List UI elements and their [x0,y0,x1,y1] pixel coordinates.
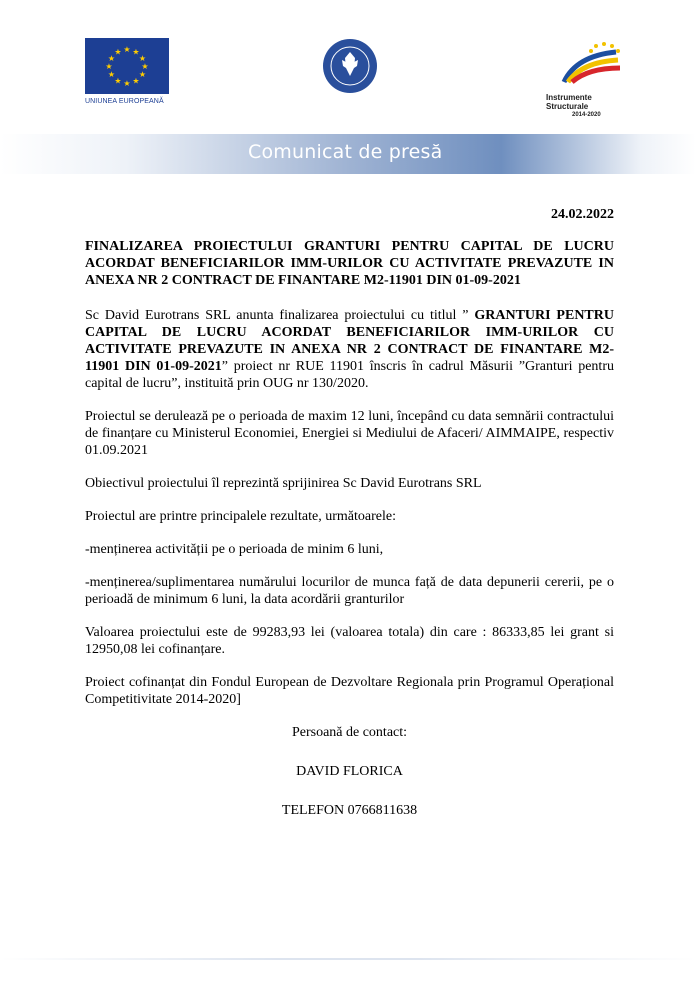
intro-text-before: Sc David Eurotrans SRL anunta finalizarea proiectului cu titlul ” [85,308,475,323]
banner-title: Comunicat de presă [248,141,443,163]
structural-instruments-icon [546,38,636,86]
intro-paragraph [85,307,614,392]
result-item-2: -menținerea/suplimentarea numărului locurilor de munca față de data depunerii cererii, pe o perioadă de minimum 6 luni, la data acordării granturilor [85,575,614,607]
document-date: 24.02.2022 [551,207,614,222]
svg-text:★: ★ [107,70,116,79]
document-body [85,206,614,841]
funding-paragraph: Proiect cofinanțat din Fondul European de Dezvoltare Regionala prin Programul Operațional Competitivitate 2014-2020] [85,675,614,707]
svg-text:★: ★ [132,76,140,86]
contact-name: DAVID FLORICA [296,764,403,779]
structural-instruments-logo [546,38,636,118]
footer-divider [0,958,696,960]
contact-phone: TELEFON 0766811638 [281,803,418,818]
svg-text:★: ★ [138,54,147,63]
svg-text:★: ★ [123,45,131,54]
value-paragraph: Valoarea proiectului este de 99283,93 lei (valoarea totala) din care : 86333,85 lei grant si 12950,08 lei cofinanțare. [85,625,614,657]
document-heading: FINALIZAREA PROIECTULUI GRANTURI PENTRU CAPITAL DE LUCRU ACORDAT BENEFICIARILOR IMM-URILOR CU ACTIVITATE PREVAZUTE IN ANEXA NR 2 CONTRACT DE FINANTARE M2-11901 DIN 01-09-2021 [85,239,614,288]
intro-project-title: GRANTURI PENTRU CAPITAL DE LUCRU ACORDAT BENEFICIARILOR IMM-URILOR CU ACTIVITATE PREVAZUTE IN ANEXA NR 2 CONTRACT DE FINANTARE M2-11901 DIN 01-09-2021 [85,308,614,374]
contact-label: Persoană de contact: [291,725,408,740]
svg-text:★: ★ [105,62,113,71]
press-release-banner [0,134,696,174]
result-item-1: -menținerea activității pe o perioada de minim 6 luni, [85,542,384,557]
government-seal-icon [322,38,378,94]
svg-text:★: ★ [141,62,149,71]
eu-flag-icon [85,38,169,94]
svg-text:★: ★ [132,47,140,57]
results-intro-paragraph: Proiectul are printre principalele rezultate, următoarele: [85,509,396,524]
intro-text-after: ” proiect nr RUE 11901 înscris în cadrul Măsurii ”Granturi pentru capital de lucru”, instituită prin OUG nr 130/2020. [85,359,614,391]
objective-paragraph: Obiectivul proiectului îl reprezintă sprijinirea Sc David Eurotrans SRL [85,476,482,491]
eu-caption: UNIUNEA EUROPEANĂ [85,98,164,105]
eu-logo [85,38,169,105]
svg-text:★: ★ [138,70,147,79]
svg-text:★: ★ [114,47,122,57]
svg-text:★: ★ [114,76,122,86]
svg-text:★: ★ [107,54,116,63]
duration-paragraph: Proiectul se derulează pe o perioada de maxim 12 luni, începând cu data semnării contractului de finanțare cu Ministerul Economiei, Energiei si Mediului de Afaceri/ AIMMAIPE, respectiv 01.09.2021 [85,409,614,458]
svg-text:★: ★ [123,79,131,88]
structural-instruments-years: 2014-2020 [572,112,601,118]
structural-instruments-caption: Instrumente Structurale [546,93,592,111]
